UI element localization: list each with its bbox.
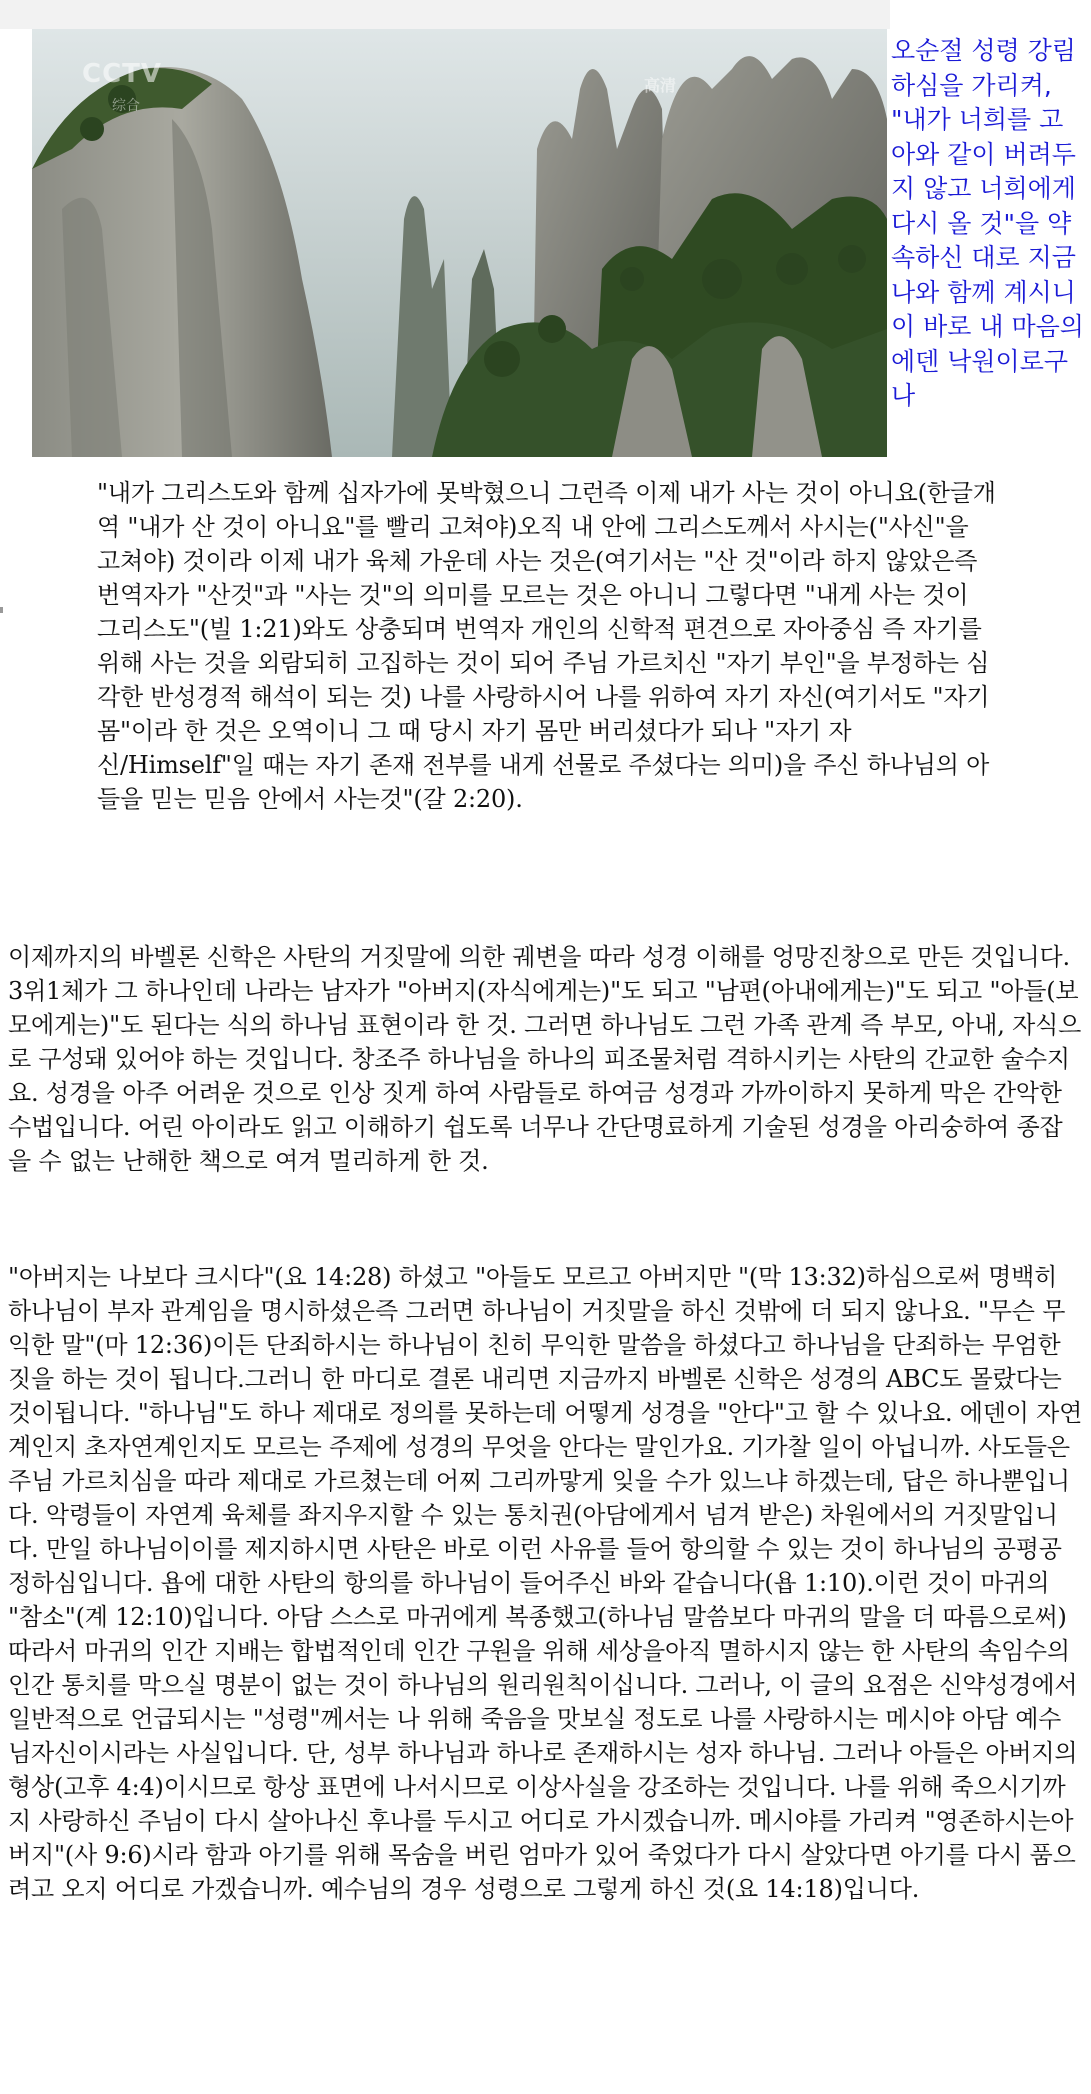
hd-watermark: 高清 [644,76,677,95]
cctv-watermark-sub: 综合 [112,98,140,114]
scripture-quote: "내가 그리스도와 함께 십자가에 못박혔으니 그런즉 이제 내가 사는 것이 아니요(한글개역 "내가 산 것이 아니요"를 빨리 고쳐야)오직 내 안에 그리스도께서 사시는("사신"을 고쳐야) 것이라 이제 내가 육체 가운데 사는 것은(여기서는 "산 것"이라 하지 않았은즉 번역자가 "산것"과 "사는 것"의 의미를 모르는 것은 아니니 그렇다면 "내게 사는 것이 그리스도"(빌 1:21)와도 상충되며 번역자 개인의 신학적 편견으로 자아중심 즉 자기를 위해 사는 것을 외람되히 고집하는 것이 되어 주님 가르치신 "자기 부인"을 부정하는 심각한 반성경적 해석이 되는 것) 나를 사랑하시어 나를 위하여 자기 자신(여기서도 "자기 몸"이라 한 것은 오역이니 그 때 당시 자기 몸만 버리셨다가 되나 "자기 자신/Himself"일 때는 자기 존재 전부를 내게 선물로 주셨다는 의미)을 주신 하나님의 아들을 믿는 믿음 안에서 사는것"(갈 2:20). [97,479,996,813]
body-paragraph-2: "아버지는 나보다 크시다"(요 14:28) 하셨고 "아들도 모르고 아버지만 "(막 13:32)하심으로써 명백히 하나님이 부자 관계임을 명시하셨은즉 그러면 하나님이 거짓말을 하신 것밖에 더 되지 않나요. "무슨 무익한 말"(마 12:36)이든 단죄하시는 하나님이 친히 무익한 말씀을 하셨다고 하나님을 단죄하는 무엄한 짓을 하는 것이 됩니다.그러니 한 마디로 결론 내리면 지금까지 바벨론 신학은 성경의 ABC도 몰랐다는 것이됩니다. "하나님"도 하나 제대로 정의를 못하는데 어떻게 성경을 "안다"고 할 수 있나요. 에덴이 자연계인지 초자연계인지도 모르는 주제에 성경의 무엇을 안다는 말인가요. 기가찰 일이 아닙니까. 사도들은 주님 가르치심을 따라 제대로 가르쳤는데 어찌 그리까맣게 잊을 수가 있느냐 하겠는데, 답은 하나뿐입니다. 악령들이 자연계 육체를 좌지우지할 수 있는 통치권(아담에게서 넘겨 받은) 차원에서의 거짓말입니다. 만일 하나님이이를 제지하시면 사탄은 바로 이런 사유를 들어 항의할 수 있는 것이 하나님의 공평공정하심입니다. 욥에 대한 사탄의 항의를 하나님이 들어주신 바와 같습니다(욥 1:10).이런 것이 마귀의 "참소"(계 12:10)입니다. 아담 스스로 마귀에게 복종했고(하나님 말씀보다 마귀의 말을 더 따름으로써) 따라서 마귀의 인간 지배는 합법적인데 인간 구원을 위해 세상을아직 멸하시지 않는 한 사탄의 속임수의 인간 통치를 막으실 명분이 없는 것이 하나님의 원리원칙이십니다. 그러나, 이 글의 요점은 신약성경에서 일반적으로 언급되시는 "성령"께서는 나 위해 죽음을 맛보실 정도로 나를 사랑하시는 메시야 아담 예수님자신이시라는 사실입니다. 단, 성부 하나님과 하나로 존재하시는 성자 하나님. 그러나 아들은 아버지의 형상(고후 4:4)이시므로 항상 표면에 나서시므로 이상사실을 강조하는 것입니다. 나를 위해 죽으시기까지 사랑하신 주님이 다시 살아나신 후나를 두시고 어디로 가시겠습니까. 메시야를 가리켜 "영존하시는아버지"(사 9:6)시라 함과 아기를 위해 목숨을 버린 엄마가 있어 죽었다가 다시 살았다면 아기를 다시 품으려고 오지 어디로 가겠습니까. 예수님의 경우 성령으로 그렇게 하신 것(요 14:18)입니다. [8,1263,1083,1903]
mountain-landscape-icon [32,29,887,457]
margin-mark [0,607,3,613]
photo-caption: 오순절 성령 강림하심을 가리켜, "내가 너희를 고아와 같이 버려두지 않고 너희에게 다시 올 것"을 약속하신 대로 지금 나와 함께 계시니 이 바로 내 마음의 에덴 낙원이로구나 [891,36,1084,410]
top-strip [0,0,890,29]
body-paragraph-1: 이제까지의 바벨론 신학은 사탄의 거짓말에 의한 궤변을 따라 성경 이해를 엉망진창으로 만든 것입니다. 3위1체가 그 하나인데 나라는 남자가 "아버지(자식에게는)"도 되고 "남편(아내에게는)"도 되고 "아들(보모에게는)"도 된다는 식의 하나님 표현이라 한 것. 그러면 하나님도 그런 가족 관계 즉 부모, 아내, 자식으로 구성돼 있어야 하는 것입니다. 창조주 하나님을 하나의 피조물처럼 격하시키는 사탄의 간교한 술수지요. 성경을 아주 어려운 것으로 인상 짓게 하여 사람들로 하여금 성경과 가까이하지 못하게 막은 간악한 수법입니다. 어린 아이라도 읽고 이해하기 쉽도록 너무나 간단명료하게 기술된 성경을 아리숭하여 종잡을 수 없는 난해한 책으로 여겨 멀리하게 한 것. [8,943,1082,1175]
landscape-photo [32,29,887,457]
cctv-watermark: CCTV [82,59,163,89]
